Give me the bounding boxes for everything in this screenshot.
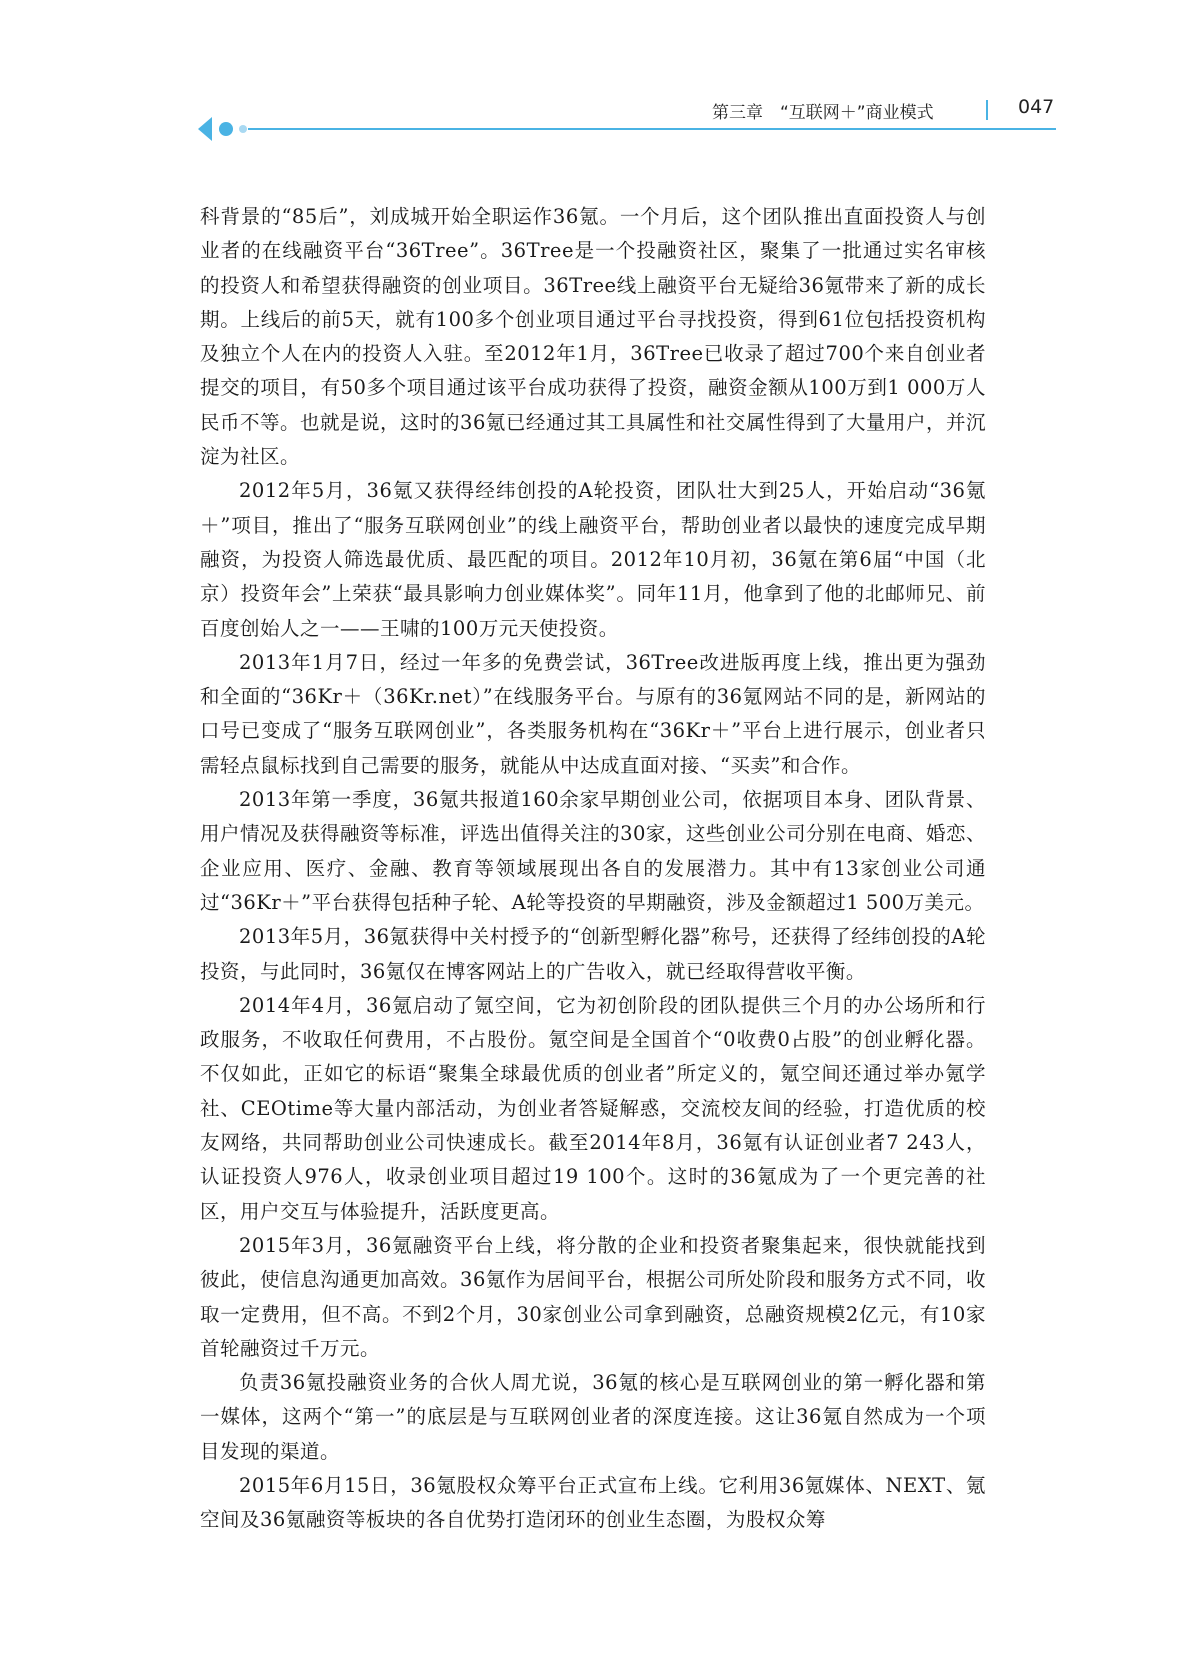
page-number: 047 [1018, 96, 1055, 118]
paragraph: 2015年6月15日，36氪股权众筹平台正式宣布上线。它利用36氪媒体、NEXT、氪空间及36氪融资等板块的各自优势打造闭环的创业生态圈，为股权众筹 [200, 1473, 986, 1532]
header-rule [248, 128, 1056, 130]
paragraph: 科背景的“85后”，刘成城开始全职运作36氪。一个月后，这个团队推出直面投资人与创业者的在线融资平台“36Tree”。36Tree是一个投融资社区，聚集了一批通过实名审核的投资人和希望获得融资的创业项目。36Tree线上融资平台无疑给36氪带来了新的成长期。上线后的前5天，就有100多个创业项目通过平台寻找投资，得到61位包括投资机构及独立个人在内的投资人入驻。至2012年1月，36Tree已收录了超过700个来自创业者提交的项目，有50多个项目通过该平台成功获得了投资，融资金额从100万到1 000万人民币不等。也就是说，这时的36氪已经通过其工具属性和社交属性得到了大量用户，并沉淀为社区。 [200, 205, 986, 469]
chapter-decoration-icon [196, 114, 256, 144]
paragraph: 2013年1月7日，经过一年多的免费尝试，36Tree改进版再度上线，推出更为强劲和全面的“36Kr＋（36Kr.net）”在线服务平台。与原有的36氪网站不同的是，新网站的口号已变成了“服务互联网创业”，各类服务机构在“36Kr＋”平台上进行展示，创业者只需轻点鼠标找到自己需要的服务，就能从中达成直面对接、“买卖”和合作。 [200, 650, 986, 777]
header-separator [986, 100, 988, 120]
chapter-title: 第三章 “互联网＋”商业模式 [712, 103, 934, 123]
body-text [200, 200, 986, 1538]
paragraph: 2013年第一季度，36氪共报道160余家早期创业公司，依据项目本身、团队背景、用户情况及获得融资等标准，评选出值得关注的30家，这些创业公司分别在电商、婚恋、企业应用、医疗、金融、教育等领域展现出各自的发展潜力。其中有13家创业公司通过“36Kr＋”平台获得包括种子轮、A轮等投资的早期融资，涉及金额超过1 500万美元。 [200, 788, 986, 914]
paragraph: 2014年4月，36氪启动了氪空间，它为初创阶段的团队提供三个月的办公场所和行政服务，不收取任何费用，不占股份。氪空间是全国首个“0收费0占股”的创业孵化器。不仅如此，正如它的标语“聚集全球最优质的创业者”所定义的，氪空间还通过举办氪学社、CEOtime等大量内部活动，为创业者答疑解惑，交流校友间的经验，打造优质的校友网络，共同帮助创业公司快速成长。截至2014年8月，36氪有认证创业者7 243人，认证投资人976人，收录创业项目超过19 100个。这时的36氪成为了一个更完善的社区，用户交互与体验提升，活跃度更高。 [200, 993, 986, 1223]
paragraph: 负责36氪投融资业务的合伙人周尤说，36氪的核心是互联网创业的第一孵化器和第一媒体，这两个“第一”的底层是与互联网创业者的深度连接。这让36氪自然成为一个项目发现的渠道。 [200, 1371, 986, 1463]
page-header [0, 0, 1203, 150]
paragraph: 2012年5月，36氪又获得经纬创投的A轮投资，团队壮大到25人，开始启动“36氪＋”项目，推出了“服务互联网创业”的线上融资平台，帮助创业者以最快的速度完成早期融资，为投资人筛选最优质、最匹配的项目。2012年10月初，36氪在第6届“中国（北京）投资年会”上荣获“最具影响力创业媒体奖”。同年11月，他拿到了他的北邮师兄、前百度创始人之一——王啸的100万元天使投资。 [200, 479, 986, 640]
paragraph: 2015年3月，36氪融资平台上线，将分散的企业和投资者聚集起来，很快就能找到彼此，使信息沟通更加高效。36氪作为居间平台，根据公司所处阶段和服务方式不同，收取一定费用，但不高。不到2个月，30家创业公司拿到融资，总融资规模2亿元，有10家首轮融资过千万元。 [200, 1233, 986, 1360]
paragraph: 2013年5月，36氪获得中关村授予的“创新型孵化器”称号，还获得了经纬创投的A轮投资，与此同时，36氪仅在博客网站上的广告收入，就已经取得营收平衡。 [200, 925, 986, 983]
